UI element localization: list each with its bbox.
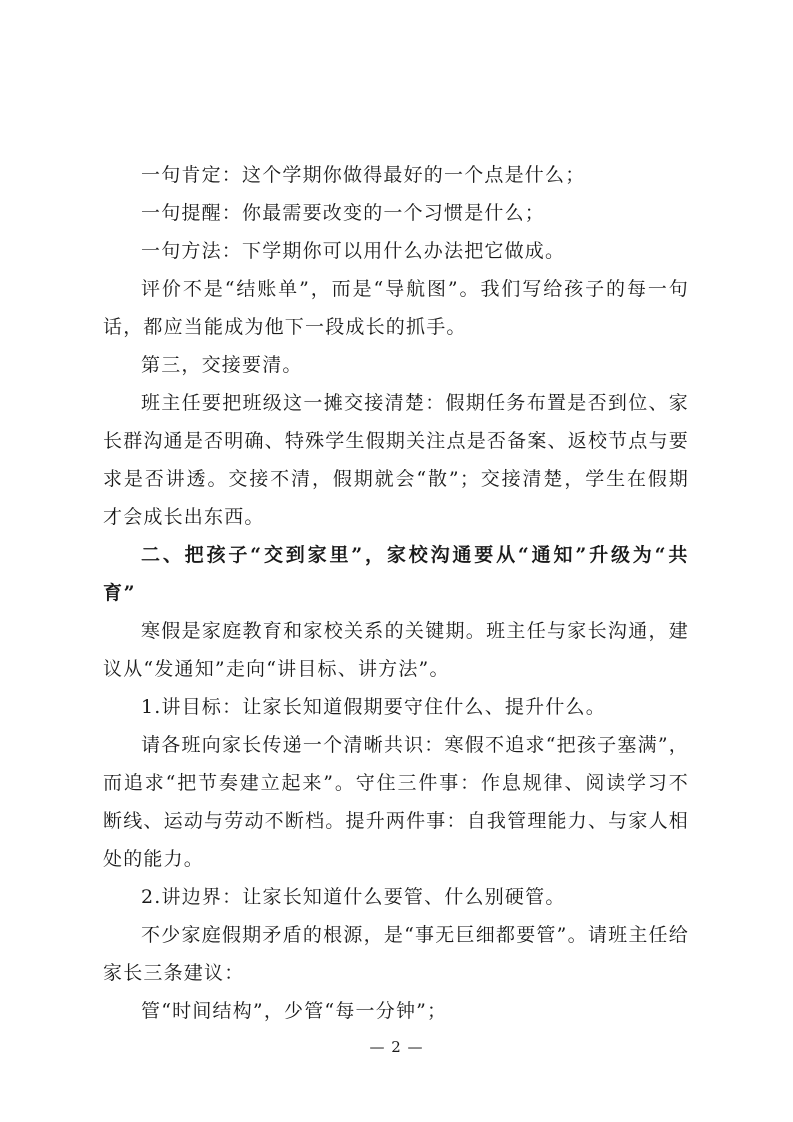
paragraph-praise: 一句肯定：这个学期你做得最好的一个点是什么； bbox=[141, 164, 586, 186]
paragraph-goal-detail: 请各班向家长传递一个清晰共识：寒假不追求“把孩子塞满”，而追求“把节奏建立起来”。守住三件事：作息规律、阅读学习不断线、运动与劳动不断档。提升两件事：自我管理能力、与家人相处的能力。 bbox=[103, 734, 689, 870]
page-number: — 2 — bbox=[369, 1038, 424, 1056]
paragraph-winter-break: 寒假是家庭教育和家校关系的关键期。班主任与家长沟通，建议从“发通知”走向“讲目标、讲方法”。 bbox=[103, 620, 689, 680]
paragraph-boundary-detail: 不少家庭假期矛盾的根源，是“事无巨细都要管”。请班主任给家长三条建议： bbox=[103, 924, 689, 984]
paragraph-method: 一句方法：下学期你可以用什么办法把它做成。 bbox=[141, 240, 566, 262]
paragraph-goal-title: 1.讲目标：让家长知道假期要守住什么、提升什么。 bbox=[141, 696, 606, 718]
paragraph-time-structure: 管“时间结构”，少管“每一分钟”； bbox=[141, 1000, 448, 1022]
section-heading-two: 二、把孩子“交到家里”，家校沟通要从“通知”升级为“共育” bbox=[103, 544, 689, 604]
document-body bbox=[103, 156, 689, 1030]
paragraph-third-point: 第三，交接要清。 bbox=[141, 354, 303, 376]
paragraph-reminder: 一句提醒：你最需要改变的一个习惯是什么； bbox=[141, 202, 546, 224]
paragraph-boundary-title: 2.讲边界：让家长知道什么要管、什么别硬管。 bbox=[141, 886, 566, 908]
paragraph-evaluation: 评价不是“结账单”，而是“导航图”。我们写给孩子的每一句话，都应当能成为他下一段成长的抓手。 bbox=[103, 278, 689, 338]
paragraph-handover: 班主任要把班级这一摊交接清楚：假期任务布置是否到位、家长群沟通是否明确、特殊学生假期关注点是否备案、返校节点与要求是否讲透。交接不清，假期就会“散”；交接清楚，学生在假期才会成长出东西。 bbox=[103, 392, 689, 528]
